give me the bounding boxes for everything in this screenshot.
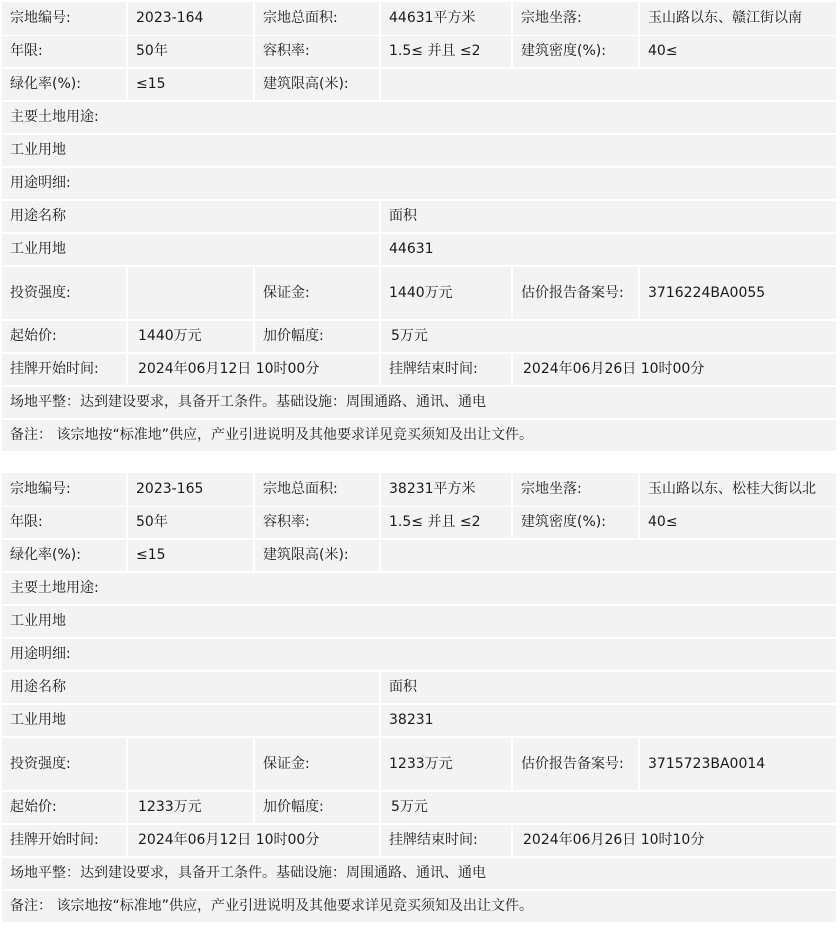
main-use-label: 主要土地用途: — [2, 102, 836, 133]
start-price-value: 1233万元 — [128, 792, 253, 823]
greening-label: 绿化率(%): — [2, 540, 126, 571]
height-limit-value — [381, 540, 836, 571]
start-price-label: 起始价: — [2, 321, 126, 352]
term-value: 50年 — [128, 507, 253, 538]
greening-label: 绿化率(%): — [2, 69, 126, 100]
total-area-value: 38231平方米 — [381, 473, 511, 506]
location-label: 宗地坐落: — [513, 473, 638, 506]
density-label: 建筑密度(%): — [513, 507, 638, 538]
far-value: 1.5≤ 并且 ≤2 — [381, 507, 511, 538]
far-label: 容积率: — [255, 507, 379, 538]
parcel-no-value: 2023-165 — [128, 473, 253, 506]
remark-text: 备注： 该宗地按“标准地”供应，产业引进说明及其他要求详见竞买须知及出让文件。 — [2, 891, 836, 922]
appraisal-no-value: 3715723BA0014 — [640, 738, 836, 790]
increment-value: 5万元 — [381, 792, 836, 823]
use-name-header: 用途名称 — [2, 672, 379, 703]
term-value: 50年 — [128, 36, 253, 67]
total-area-value: 44631平方米 — [381, 2, 511, 35]
density-value: 40≤ — [640, 36, 836, 67]
area-header: 面积 — [381, 672, 836, 703]
investment-label: 投资强度: — [2, 738, 126, 790]
location-label: 宗地坐落: — [513, 2, 638, 35]
start-price-label: 起始价: — [2, 792, 126, 823]
start-price-value: 1440万元 — [128, 321, 253, 352]
far-value: 1.5≤ 并且 ≤2 — [381, 36, 511, 67]
investment-value — [128, 267, 253, 319]
density-value: 40≤ — [640, 507, 836, 538]
height-limit-label: 建筑限高(米): — [255, 69, 379, 100]
appraisal-label: 估价报告备案号: — [513, 738, 638, 790]
site-condition-text: 场地平整：达到建设要求，具备开工条件。基础设施：周围通路、通讯、通电 — [2, 858, 836, 889]
parcel-no-label: 宗地编号: — [2, 473, 126, 506]
main-use-value: 工业用地 — [2, 135, 836, 166]
listing-end-label: 挂牌结束时间: — [381, 825, 511, 856]
parcel-block — [0, 471, 840, 942]
location-value: 玉山路以东、赣江街以南 — [640, 2, 836, 35]
listing-start-label: 挂牌开始时间: — [2, 825, 126, 856]
height-limit-label: 建筑限高(米): — [255, 540, 379, 571]
investment-label: 投资强度: — [2, 267, 126, 319]
listing-start-value: 2024年06月12日 10时00分 — [128, 354, 379, 385]
main-use-label: 主要土地用途: — [2, 573, 836, 604]
remark-text: 备注： 该宗地按“标准地”供应，产业引进说明及其他要求详见竞买须知及出让文件。 — [2, 420, 836, 451]
use-detail-label: 用途明细: — [2, 168, 836, 199]
total-area-label: 宗地总面积: — [255, 2, 379, 35]
area-header: 面积 — [381, 201, 836, 232]
total-area-label: 宗地总面积: — [255, 473, 379, 506]
deposit-value: 1440万元 — [381, 267, 511, 319]
far-label: 容积率: — [255, 36, 379, 67]
density-label: 建筑密度(%): — [513, 36, 638, 67]
deposit-label: 保证金: — [255, 738, 379, 790]
greening-value: ≤15 — [128, 69, 253, 100]
parcel-no-value: 2023-164 — [128, 2, 253, 35]
listing-start-label: 挂牌开始时间: — [2, 354, 126, 385]
increment-value: 5万元 — [381, 321, 836, 352]
use-area-value: 38231 — [381, 705, 836, 736]
term-label: 年限: — [2, 507, 126, 538]
main-use-value: 工业用地 — [2, 606, 836, 637]
listing-end-value: 2024年06月26日 10时10分 — [513, 825, 836, 856]
use-name-value: 工业用地 — [2, 234, 379, 265]
deposit-label: 保证金: — [255, 267, 379, 319]
increment-label: 加价幅度: — [255, 321, 379, 352]
deposit-value: 1233万元 — [381, 738, 511, 790]
investment-value — [128, 738, 253, 790]
site-condition-text: 场地平整：达到建设要求，具备开工条件。基础设施：周围通路、通讯、通电 — [2, 387, 836, 418]
listing-start-value: 2024年06月12日 10时00分 — [128, 825, 379, 856]
greening-value: ≤15 — [128, 540, 253, 571]
use-detail-label: 用途明细: — [2, 639, 836, 670]
appraisal-no-value: 3716224BA0055 — [640, 267, 836, 319]
increment-label: 加价幅度: — [255, 792, 379, 823]
use-name-header: 用途名称 — [2, 201, 379, 232]
listing-end-value: 2024年06月26日 10时00分 — [513, 354, 836, 385]
listing-end-label: 挂牌结束时间: — [381, 354, 511, 385]
height-limit-value — [381, 69, 836, 100]
use-area-value: 44631 — [381, 234, 836, 265]
appraisal-label: 估价报告备案号: — [513, 267, 638, 319]
location-value: 玉山路以东、松桂大街以北 — [640, 473, 836, 506]
parcel-no-label: 宗地编号: — [2, 2, 126, 35]
use-name-value: 工业用地 — [2, 705, 379, 736]
term-label: 年限: — [2, 36, 126, 67]
